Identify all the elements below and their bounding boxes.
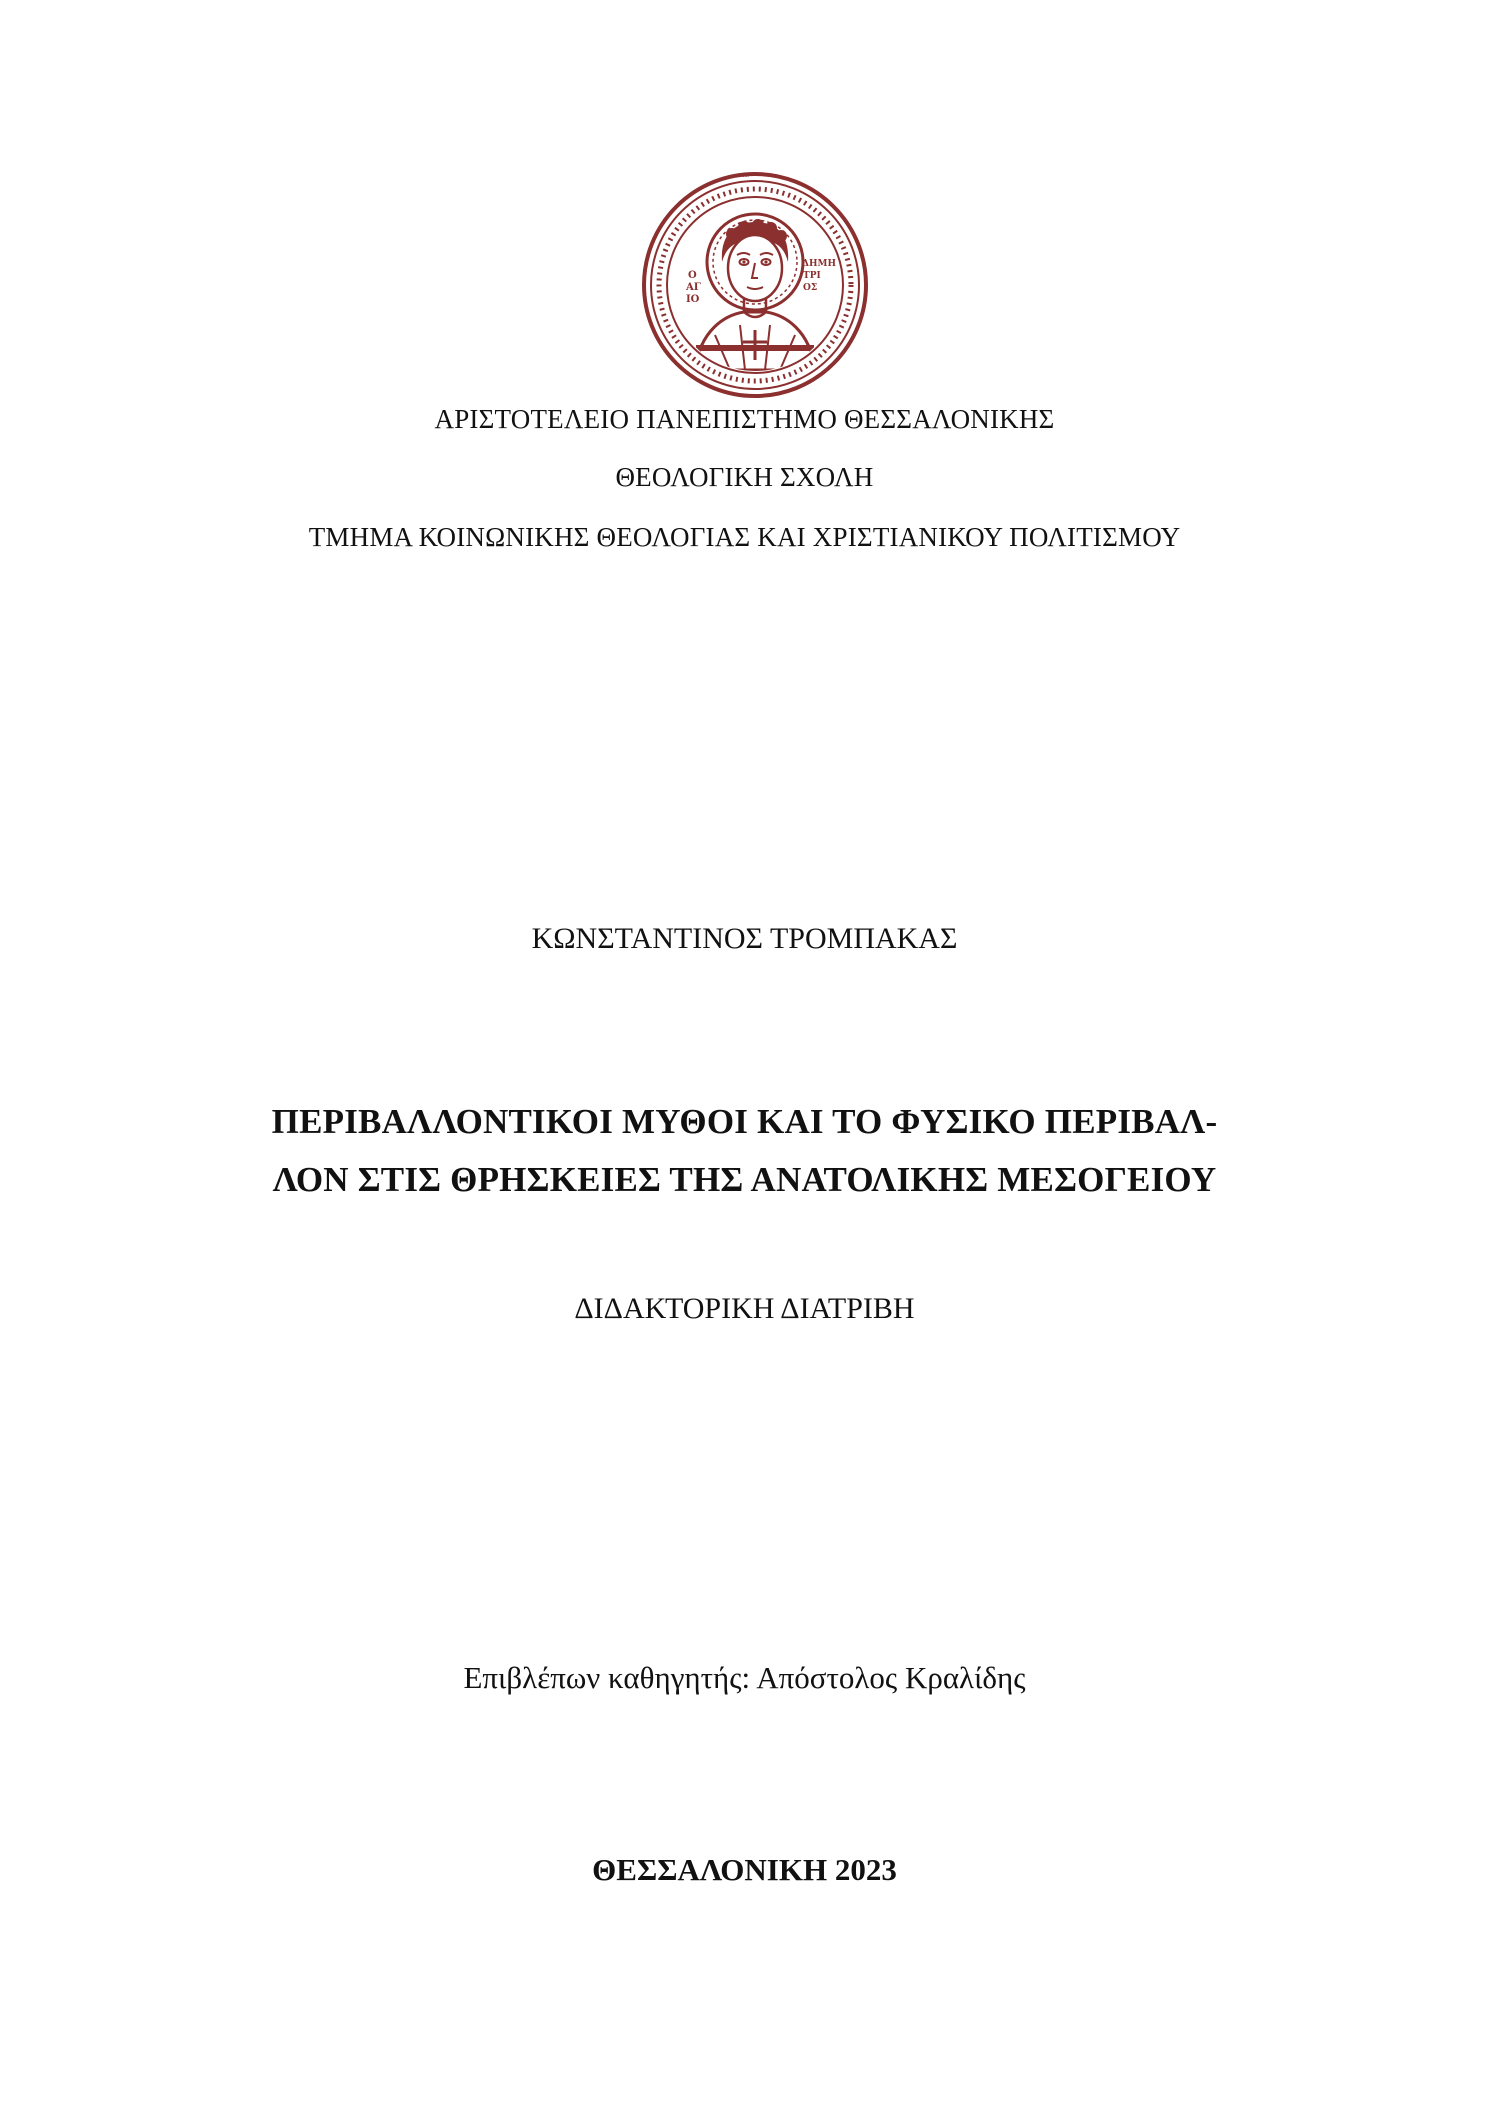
svg-text:ΙΟ: ΙΟ bbox=[686, 294, 700, 305]
svg-text:ΑΓ: ΑΓ bbox=[686, 282, 701, 293]
svg-text:ΟΣ: ΟΣ bbox=[803, 283, 818, 293]
thesis-title-line-2: ΛΟΝ ΣΤΙΣ ΘΡΗΣΚΕΙΕΣ ΤΗΣ ΑΝΑΤΟΛΙΚΗΣ ΜΕΣΟΓΕΙΟΥ bbox=[272, 1160, 1217, 1199]
university-seal-icon bbox=[640, 170, 870, 400]
svg-text:Ο: Ο bbox=[688, 270, 697, 281]
author-name: ΚΩΝΣΤΑΝΤΙΝΟΣ ΤΡΟΜΠΑΚΑΣ bbox=[531, 922, 958, 955]
place-and-year: ΘΕΣΣΑΛΟΝΙΚΗ 2023 bbox=[592, 1852, 897, 1887]
school-name: ΘΕΟΛΟΓΙΚΗ ΣΧΟΛΗ bbox=[615, 462, 874, 492]
document-type: ΔΙΔΑΚΤΟΡΙΚΗ ΔΙΑΤΡΙΒΗ bbox=[574, 1292, 915, 1325]
supervisor: Επιβλέπων καθηγητής: Απόστολος Κραλίδης bbox=[463, 1660, 1026, 1695]
university-name: ΑΡΙΣΤΟΤΕΛΕΙΟ ΠΑΝΕΠΙΣΤΗΜΟ ΘΕΣΣΑΛΟΝΙΚΗΣ bbox=[434, 404, 1055, 434]
svg-text:ΔΗΜΗ: ΔΗΜΗ bbox=[802, 259, 836, 269]
svg-text:ΤΡΙ: ΤΡΙ bbox=[803, 271, 821, 281]
thesis-title-line-1: ΠΕΡΙΒΑΛΛΟΝΤΙΚΟΙ ΜΥΘΟΙ ΚΑΙ ΤΟ ΦΥΣΙΚΟ ΠΕΡΙΒΑΛ- bbox=[271, 1102, 1218, 1141]
seal-mark: ᵀᵐ bbox=[742, 172, 749, 181]
department-name: ΤΜΗΜΑ ΚΟΙΝΩΝΙΚΗΣ ΘΕΟΛΟΓΙΑΣ ΚΑΙ ΧΡΙΣΤΙΑΝΙΚΟΥ ΠΟΛΙΤΙΣΜΟΥ bbox=[308, 522, 1181, 552]
